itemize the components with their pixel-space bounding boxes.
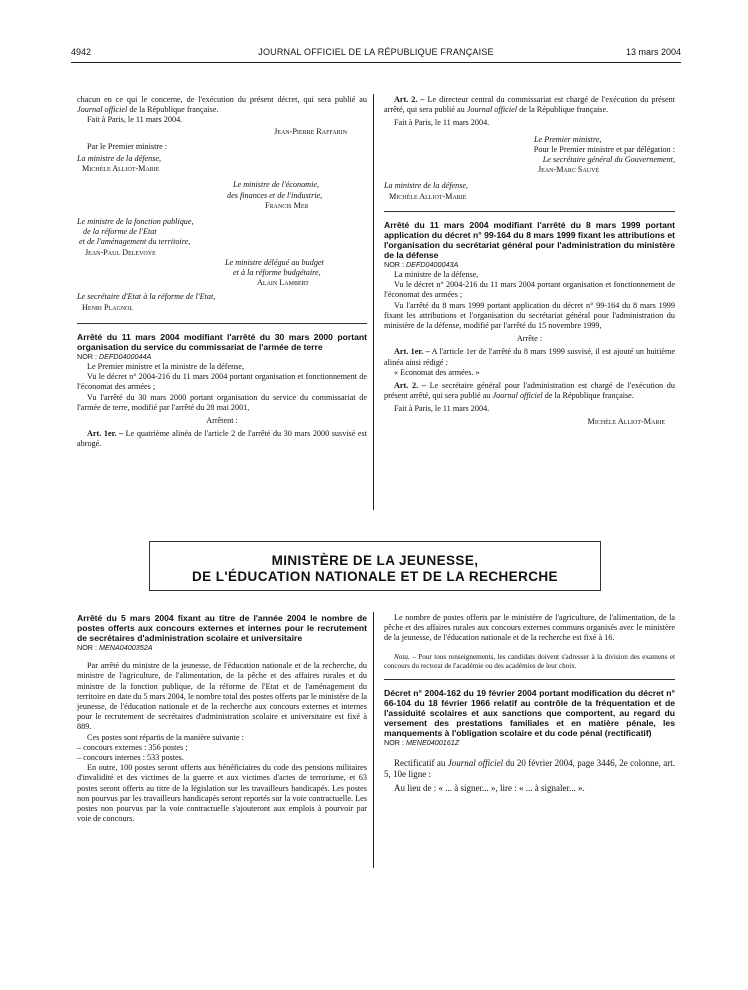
economy-minister-name: Francis Mer — [265, 200, 309, 210]
budget-minister-role: Le ministre délégué au budget — [225, 257, 324, 267]
signing-place-date: Fait à Paris, le 11 mars 2004. — [394, 404, 490, 414]
correction-text: Au lieu de : « ... à signer... », lire : « ... à signaler... ». — [394, 782, 585, 793]
section-separator — [384, 679, 675, 681]
list-item: – concours internes : 533 postes. — [77, 753, 184, 763]
state-secretary-name: Henri Plagnol — [82, 302, 134, 312]
article-title: Décret n° 2004-162 du 19 février 2004 portant modification du décret n° 66-104 du 18 février 1966 relatif au contrôle de la fréquentation et de l'assiduité scolaires et aux sanctions que comportent, au regard du versement des prestations familiales et en matière pénale, les manquements à l'obligation scolaire et du code pénal (rectificatif) — [384, 687, 675, 738]
nor-reference: NOR : DEFD0400044A — [77, 351, 152, 361]
nor-reference: NOR : DEFD0400043A — [384, 259, 459, 269]
article-title: Arrêté du 11 mars 2004 modifiant l'arrêté du 30 mars 2000 portant organisation du service du commissariat de l'armée de terre — [77, 331, 367, 352]
journal-title: JOURNAL OFFICIEL DE LA RÉPUBLIQUE FRANÇAISE — [258, 47, 494, 57]
paragraph: Le nombre de postes offerts par le ministère de l'agriculture, de l'alimentation, de la pêche et des affaires rurales aux concours externes communs organisés avec le ministère de la jeunesse, de l'éducation nationale et de la recherche est fixé à 16. — [384, 613, 675, 643]
paragraph: Ces postes sont répartis de la manière suivante : — [87, 732, 244, 742]
prime-minister-role: Le Premier ministre, — [534, 134, 602, 144]
ministry-heading-line-2: DE L'ÉDUCATION NATIONALE ET DE LA RECHERCHE — [192, 569, 558, 584]
nor-reference: NOR : MENA0400352A — [77, 643, 153, 652]
signing-place-date: Fait à Paris, le 11 mars 2004. — [87, 115, 183, 125]
issue-date: 13 mars 2004 — [625, 47, 681, 57]
list-item: – concours externes : 356 postes ; — [77, 742, 188, 752]
paragraph: Par arrêté du ministre de la jeunesse, de l'éducation nationale et de la recherche, du ministre de l'agriculture, de l'alimentation, de la pêche et des affaires rurales et du ministre de la fonction publique, de la réforme de l'Etat et de l'aménagement du territoire en date du 5 mars 2004, le nombre total des postes offerts par le ministère de la jeunesse, de l'éducation nationale et de la recherche aux concours externes et internes pour le recrutement de secrétaires d'administration scolaire et universitaire est fixé à 889. — [77, 661, 367, 732]
arretent-label: Arrêtent : — [206, 416, 238, 426]
paragraph: Vu l'arrêté du 30 mars 2000 portant organisation du service du commissariat de l'armée de terre, modifié par l'arrêté du 28 mai 2001, — [77, 392, 367, 412]
header-rule — [71, 62, 681, 63]
paragraph: Vu le décret n° 2004-216 du 11 mars 2004 portant organisation et fonctionnement de l'économat des armées ; — [384, 280, 675, 300]
quoted-line: « Economat des armées. » — [394, 367, 480, 377]
ministry-heading-line-1: MINISTÈRE DE LA JEUNESSE, — [271, 553, 479, 568]
defense-minister-name: Michèle Alliot-Marie — [82, 164, 160, 174]
public-service-minister-role-2: de la réforme de l'Etat — [83, 227, 157, 237]
bottom-left-column — [77, 613, 367, 824]
arrete-label: Arrête : — [516, 334, 543, 344]
ministry-heading-box — [149, 541, 601, 591]
section-separator — [77, 323, 367, 325]
budget-minister-role-2: et à la réforme budgétaire, — [233, 268, 321, 278]
signature-defense-minister: Michèle Alliot-Marie — [587, 416, 665, 426]
state-secretary-role: Le secrétaire d'Etat à la réforme de l'Etat, — [77, 292, 216, 302]
economy-minister-role-2: des finances et de l'industrie, — [227, 190, 323, 200]
article-2: Art. 2. – Le secrétaire général pour l'administration est chargé de l'exécution du présent arrêté, qui sera publié au Journal officiel de la République française. — [384, 381, 675, 401]
decree-closing: chacun en ce qui le concerne, de l'exécution du présent décret, qui sera publié au Journal officiel de la République française. — [77, 95, 367, 115]
article-1: Art. 1er. – Le quatrième alinéa de l'article 2 de l'arrêté du 30 mars 2000 susvisé est abrogé. — [77, 429, 368, 449]
page-number: 4942 — [71, 47, 92, 57]
paragraph: Le Premier ministre et la ministre de la défense, — [87, 362, 245, 372]
page-header — [71, 47, 681, 61]
article-title: Arrêté du 5 mars 2004 fixant au titre de l'année 2004 le nombre de postes offerts aux concours externes et internes pour le recrutement de secrétaires d'administration scolaire et universitaire — [77, 613, 367, 643]
economy-minister-role: Le ministre de l'économie, — [233, 180, 320, 190]
defense-minister-name: Michèle Alliot-Marie — [389, 191, 467, 201]
nota: Nota. – Pour tous renseignements, les candidats doivent s'adresser à la division des examens et concours du rectorat de l'académie ou des académies de leur choix. — [384, 652, 676, 670]
nor-reference: NOR : MENE0400161Z — [384, 737, 460, 747]
top-right-column — [384, 95, 675, 427]
signing-place-date: Fait à Paris, le 11 mars 2004. — [394, 118, 490, 128]
paragraph: En outre, 100 postes seront offerts aux bénéficiaires du code des pensions militaires d'invalidité et des victimes de la guerre et aux victimes d'actes de terrorisme, et 63 postes seront offerts au titre de la législation sur les travailleurs handicapés. Les postes non pourvus par les travailleurs handicapés seront reportés sur la voie contractuelle. Les postes non pourvus par la voie contractuelle s'ajouteront aux emplois à pourvoir par voie de concours. — [77, 763, 367, 824]
secretary-general-name: Jean-Marc Sauvé — [538, 165, 600, 175]
by-prime-minister: Par le Premier ministre : — [87, 141, 168, 151]
signature-prime-minister: Jean-Pierre Raffarin — [274, 126, 347, 136]
top-left-column — [77, 95, 367, 450]
secretary-general-role: Le secrétaire général du Gouvernement, — [542, 155, 675, 165]
section-separator — [384, 211, 675, 213]
bottom-right-column — [384, 613, 675, 794]
paragraph: La ministre de la défense, — [394, 270, 479, 280]
correction-paragraph: Rectificatif au Journal officiel du 20 février 2004, page 3446, 2e colonne, art. 5, 10e ligne : — [384, 757, 676, 779]
article-1: Art. 1er. – A l'article 1er de l'arrêté du 8 mars 1999 susvisé, il est ajouté un huitième alinéa ainsi rédigé : — [384, 347, 675, 367]
column-divider-top — [373, 94, 374, 510]
defense-minister-role: La ministre de la défense, — [77, 154, 162, 164]
budget-minister-name: Alain Lambert — [257, 278, 309, 288]
public-service-minister-role: Le ministre de la fonction publique, — [77, 217, 194, 227]
public-service-minister-role-3: et de l'aménagement du territoire, — [79, 237, 191, 247]
public-service-minister-name: Jean-Paul Delevoye — [85, 247, 156, 257]
column-divider-bottom — [373, 612, 374, 868]
paragraph: Vu le décret n° 2004-216 du 11 mars 2004 portant organisation et fonctionnement de l'économat des armées ; — [77, 372, 367, 392]
delegation: Pour le Premier ministre et par délégation : — [533, 144, 675, 154]
article-title: Arrêté du 11 mars 2004 modifiant l'arrêté du 8 mars 1999 portant application du décret n° 99-164 du 8 mars 1999 fixant les attributions et l'organisation du secrétariat général pour l'administration du ministère de la défense — [384, 219, 675, 260]
article-2: Art. 2. – Le directeur central du commissariat est chargé de l'exécution du présent arrêté, qui sera publié au Journal officiel de la République française. — [384, 95, 675, 115]
paragraph: Vu l'arrêté du 8 mars 1999 portant application du décret n° 99-164 du 8 mars 1999 fixant les attributions et l'organisation du secrétariat général pour l'administration du ministère de la défense, modifié par l'arrêté du 15 novembre 1999, — [384, 300, 675, 331]
defense-minister-role: La ministre de la défense, — [384, 181, 469, 191]
